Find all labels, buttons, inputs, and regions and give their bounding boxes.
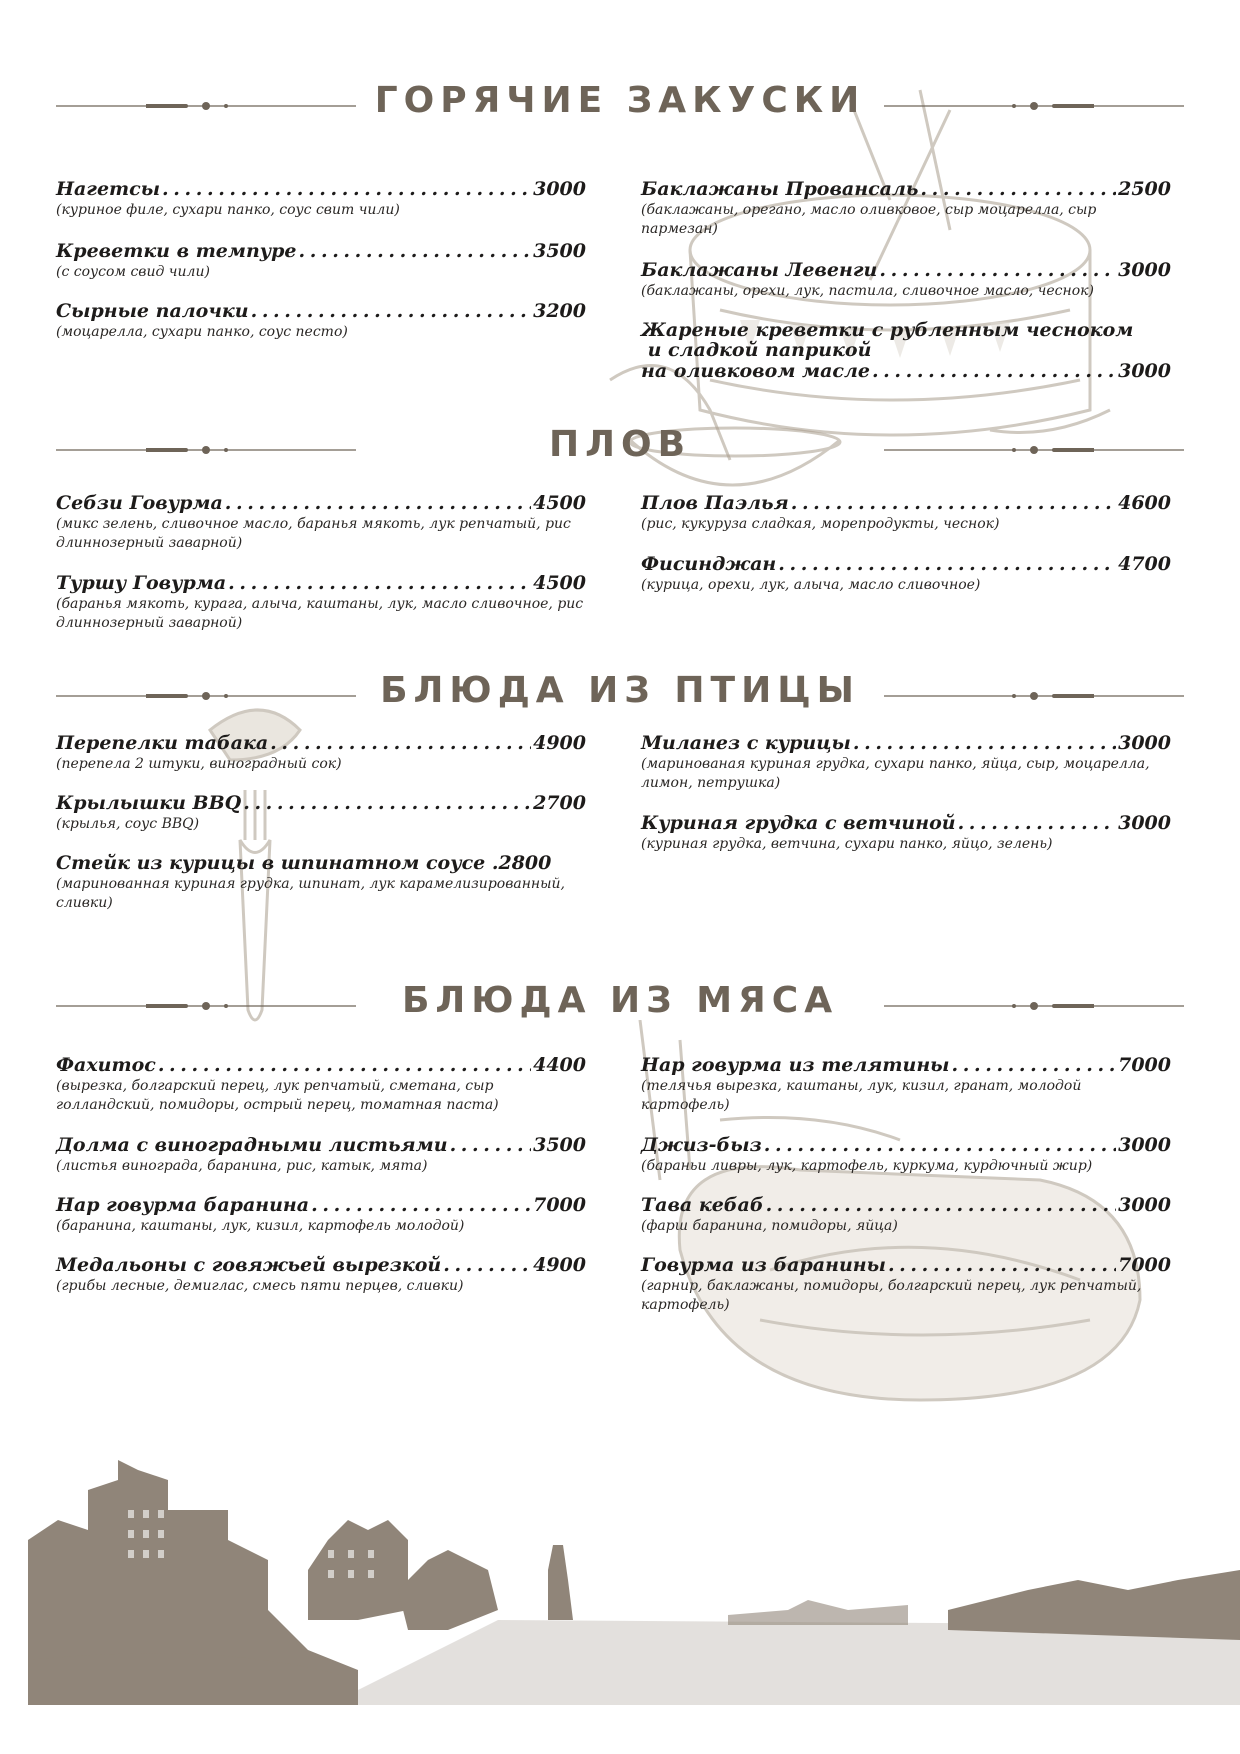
leader-dots [311,1194,531,1216]
item-price: 7000 [1118,1054,1171,1076]
menu-item [56,1194,586,1236]
city-skyline-illustration [28,1450,1240,1705]
menu-item [56,1254,586,1296]
item-description: (грибы лесные, демиглас, смесь пяти перцев, сливки) [56,1278,464,1294]
item-description: (баранья мякоть, курага, алыча, каштаны, лук, масло сливочное, рис длиннозерный заварной) [56,596,584,631]
item-price: 3500 [533,1134,586,1156]
leader-dots [225,492,531,514]
item-price: 3000 [1118,1194,1171,1216]
item-price: 7000 [1118,1254,1171,1276]
leader-dots [888,1254,1116,1276]
item-price: 3000 [1118,812,1171,834]
item-price: 3000 [533,178,586,200]
menu-item [56,852,586,913]
leader-dots [162,178,531,200]
item-name: Сырные палочки [56,300,249,322]
menu-item-multiline [641,320,1171,382]
menu-item [56,300,586,342]
item-price: 7000 [533,1194,586,1216]
leader-dots [299,240,532,262]
item-price: 2700 [533,792,586,814]
item-price: 3000 [1118,1134,1171,1156]
ornament-right [884,1001,1184,1011]
item-description: (куриная грудка, ветчина, сухари панко, яйцо, зелень) [641,836,1053,852]
item-description: (куриное филе, сухари панко, соус свит чили) [56,202,400,218]
item-description: (с соусом свид чили) [56,264,210,280]
section-title: ПЛОВ [548,424,692,465]
section-title: БЛЮДА ИЗ ПТИЦЫ [380,670,860,711]
item-price: 4900 [533,732,586,754]
item-name: Баклажаны Левенги [641,259,878,281]
item-name: Нагетсы [56,178,161,200]
menu-item [641,553,1171,595]
leader-dots [450,1134,532,1156]
leader-dots [443,1254,531,1276]
item-description: (фарш баранина, помидоры, яйца) [641,1218,898,1234]
section-poultry-header [0,664,1240,724]
menu-item [56,492,586,553]
item-description: (баранина, каштаны, лук, кизил, картофель молодой) [56,1218,465,1234]
item-name: Фахитос [56,1054,156,1076]
item-description: (баклажаны, орегано, масло оливковое, сыр моцарелла, сыр пармезан) [641,202,1097,237]
item-description: (моцарелла, сухари панко, соус песто) [56,324,348,340]
leader-dots [766,1194,1117,1216]
item-price: 3000 [1118,259,1171,281]
menu-item [56,1134,586,1176]
section-title: ГОРЯЧИЕ ЗАКУСКИ [374,80,866,121]
item-price: 3000 [1118,360,1171,382]
leader-dots [872,360,1116,382]
item-name-line: и сладкой паприкой [641,339,872,361]
leader-dots [270,732,531,754]
item-name: Долма с виноградными листьями [56,1134,448,1156]
item-name: Крылышки BBQ [56,792,242,814]
item-name: Баклажаны Провансаль [641,178,919,200]
menu-item [56,792,586,834]
menu-item [56,240,586,282]
item-description: (рис, кукуруза сладкая, морепродукты, чеснок) [641,516,1000,532]
item-name: Куриная грудка с ветчиной [641,812,956,834]
item-price: 3000 [1118,732,1171,754]
item-description: (маринованая куриная грудка, сухари панко, яйца, сыр, моцарелла, лимон, петрушка) [641,756,1150,791]
leader-dots [778,553,1116,575]
section-plov-header [0,418,1240,478]
leader-dots [952,1054,1117,1076]
section-title: БЛЮДА ИЗ МЯСА [401,980,839,1021]
item-description: (баклажаны, орехи, лук, пастила, сливочное масло, чеснок) [641,283,1094,299]
item-name: Говурма из баранины [641,1254,886,1276]
item-description: (микс зелень, сливочное масло, баранья мякоть, лук репчатый, рис длиннозерный заварной) [56,516,571,551]
leader-dots [920,178,1116,200]
item-name: Креветки в темпуре [56,240,297,262]
item-name: Медальоны с говяжьей вырезкой [56,1254,442,1276]
menu-item [56,572,586,633]
item-description: (курица, орехи, лук, алыча, масло сливочное) [641,577,981,593]
menu-item [56,1054,586,1115]
item-name: Стейк из курицы в шпинатном соусе [56,852,492,874]
item-description: (листья винограда, баранина, рис, катык, мята) [56,1158,428,1174]
menu-item [641,1134,1171,1176]
item-price: 4500 [533,492,586,514]
leader-dots [853,732,1116,754]
item-description: (крылья, соус BBQ) [56,816,200,832]
item-name: Фисинджан [641,553,777,575]
item-price: 4700 [1118,553,1171,575]
item-price: 3200 [533,300,586,322]
item-name: на оливковом масле [641,360,870,382]
leader-dots [228,572,531,594]
item-description: (гарнир, баклажаны, помидоры, болгарский перец, лук репчатый, картофель) [641,1278,1142,1313]
item-description: (телячья вырезка, каштаны, лук, кизил, гранат, молодой картофель) [641,1078,1082,1113]
item-description: (маринованная куриная грудка, шпинат, лук карамелизированный, сливки) [56,876,566,911]
leader-dots [158,1054,531,1076]
menu-item [641,732,1171,793]
item-price: 3500 [533,240,586,262]
leader-dots [958,812,1117,834]
item-price: 4600 [1118,492,1171,514]
menu-item [56,178,586,220]
item-name-line: Жареные креветки с рубленным чесноком [641,319,1134,341]
item-name: Нар говурма баранина [56,1194,310,1216]
ornament-right [884,445,1184,455]
item-name: Туршу Говурма [56,572,227,594]
ornament-right [884,691,1184,701]
item-price: .2800 [491,852,552,874]
item-price: 4400 [533,1054,586,1076]
menu-item [641,492,1171,534]
item-description: (вырезка, болгарский перец, лук репчатый, сметана, сыр голландский, помидоры, острый перец, томатная паста) [56,1078,499,1113]
item-price: 2500 [1118,178,1171,200]
leader-dots [879,259,1116,281]
item-name: Себзи Говурма [56,492,223,514]
item-price: 4900 [533,1254,586,1276]
leader-dots [251,300,532,322]
leader-dots [791,492,1116,514]
item-name: Джиз-быз [641,1134,762,1156]
menu-item [641,259,1171,301]
item-name: Миланез с курицы [641,732,851,754]
section-hot-appetizers-header [0,74,1240,134]
menu-item [56,732,586,774]
menu-item [641,812,1171,854]
item-description: (перепела 2 штуки, виноградный сок) [56,756,342,772]
leader-dots [243,792,531,814]
item-name: Перепелки табака [56,732,269,754]
menu-item [641,1254,1171,1315]
menu-item [641,1194,1171,1236]
item-name: Плов Паэлья [641,492,789,514]
section-meat-header [0,974,1240,1034]
leader-dots [764,1134,1116,1156]
item-description: (бараньи ливры, лук, картофель, куркума, курдючный жир) [641,1158,1093,1174]
menu-item [641,1054,1171,1115]
menu-item [641,178,1171,239]
item-price: 4500 [533,572,586,594]
ornament-right [884,101,1184,111]
item-name: Тава кебаб [641,1194,764,1216]
item-name: Нар говурма из телятины [641,1054,950,1076]
